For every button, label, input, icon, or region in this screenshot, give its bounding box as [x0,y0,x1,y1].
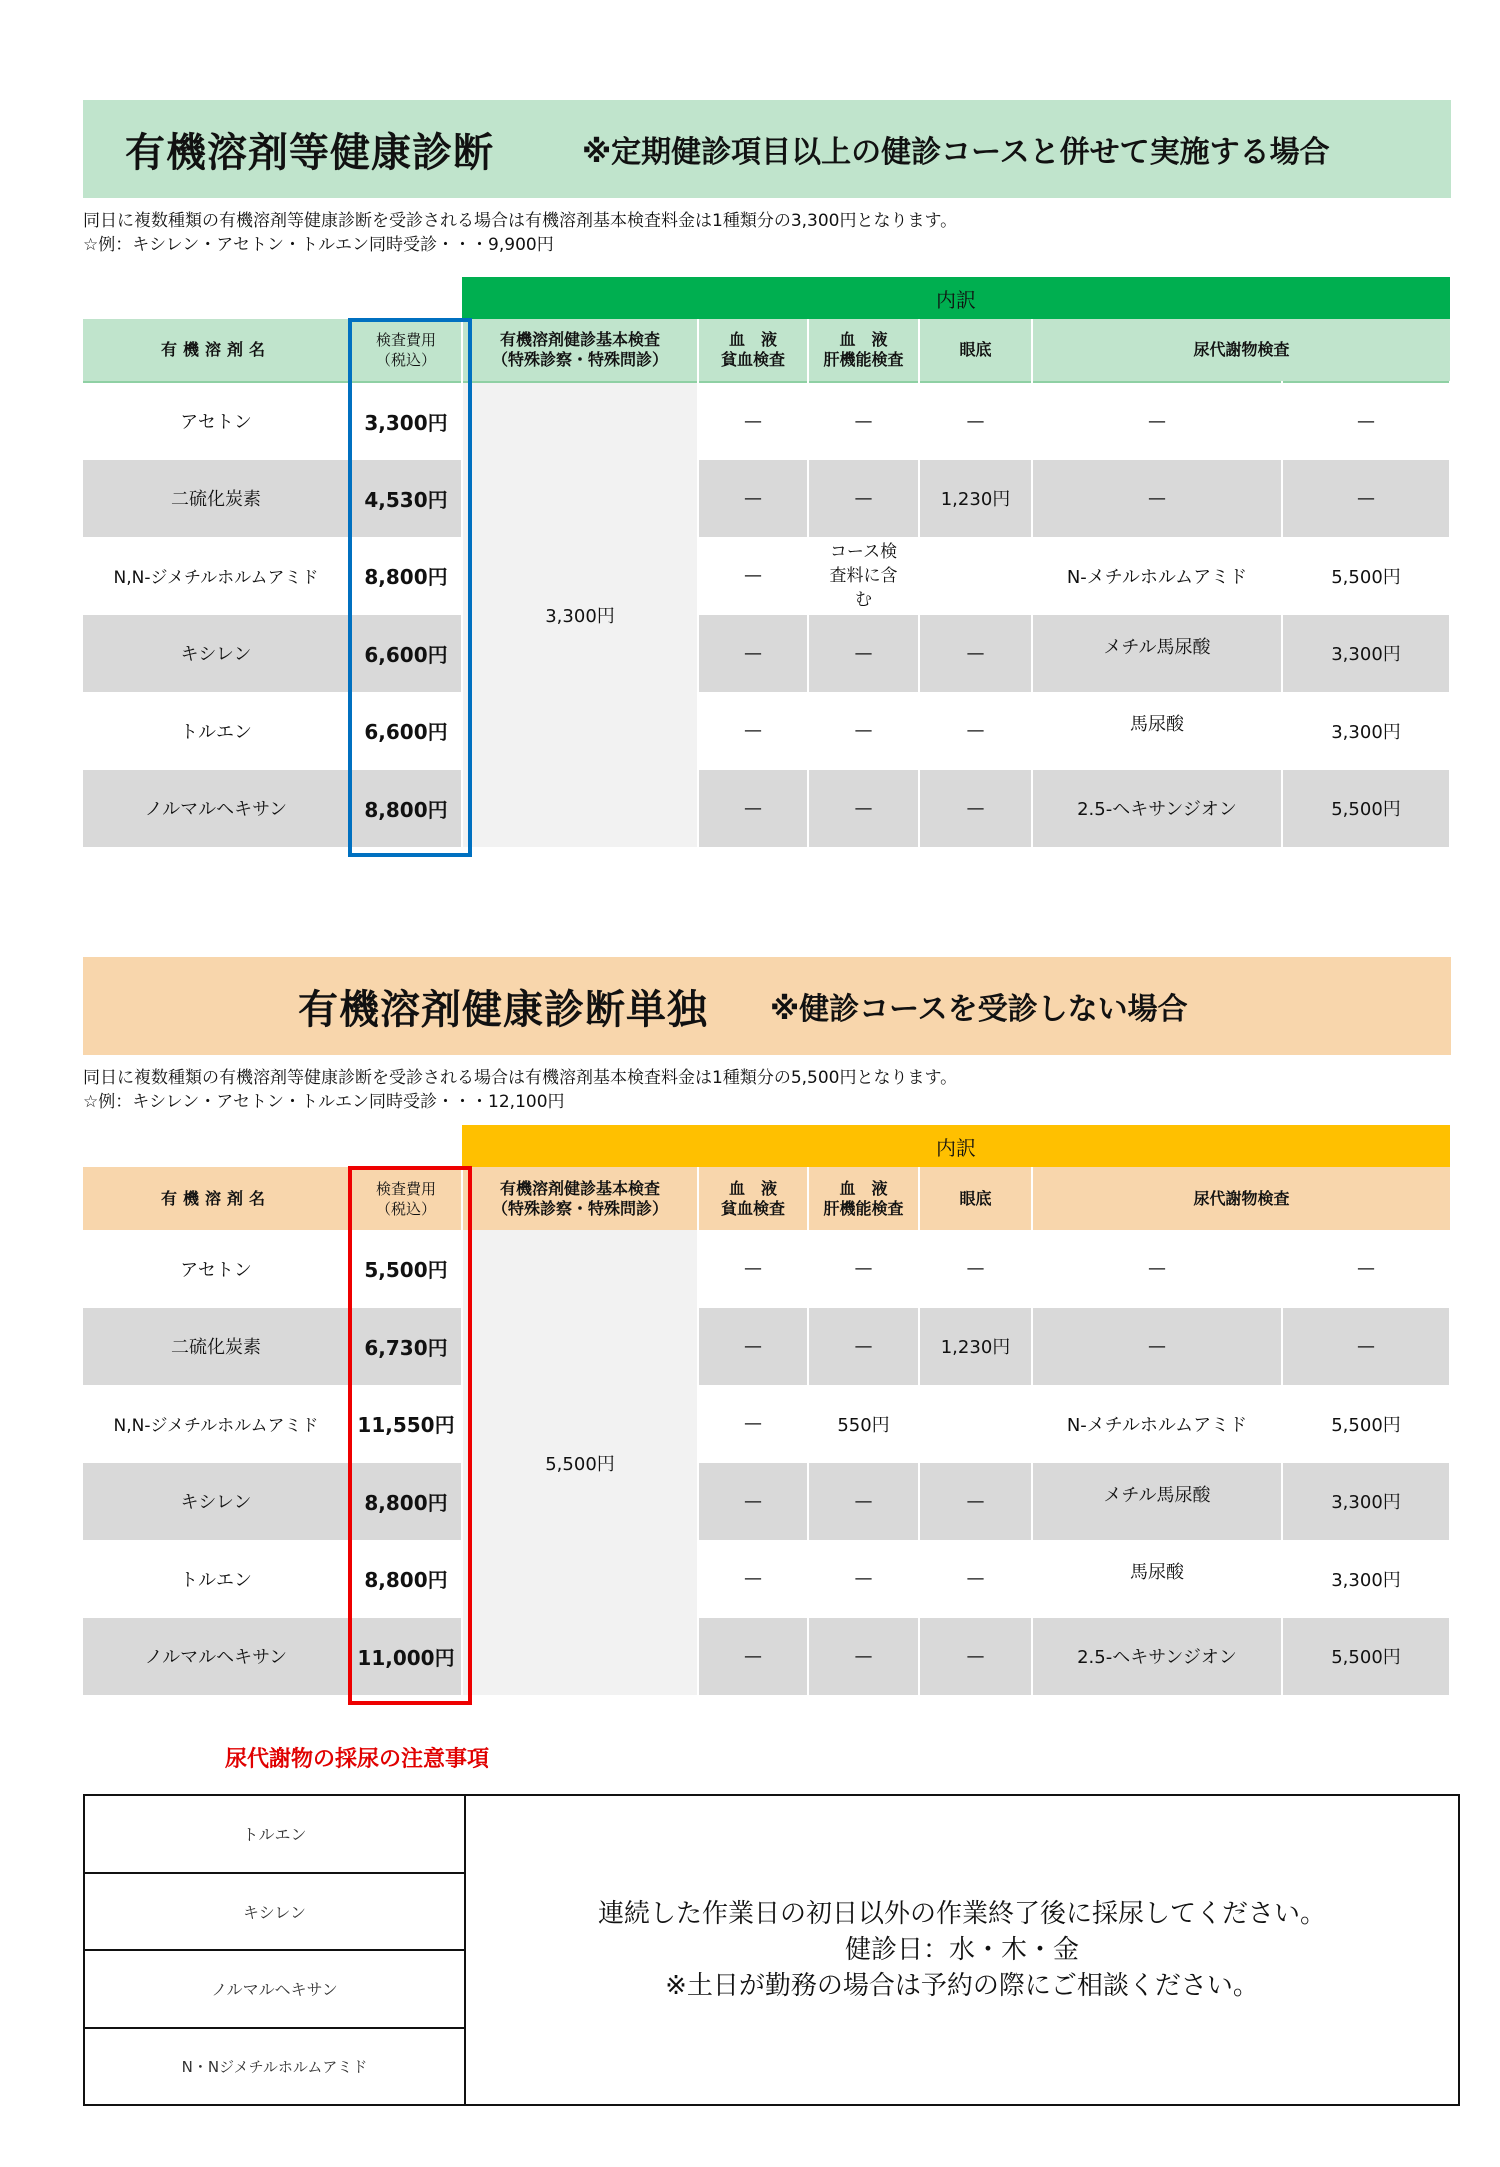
liver-fee: — [808,382,919,460]
anemia-fee: — [698,692,808,770]
urine-fee: 5,500円 [1282,1618,1450,1696]
section1-price-table [83,319,1451,847]
urine-fee: — [1282,1230,1450,1308]
solvent-name: トルエン [83,1540,350,1618]
col-header-fundus: 眼底 [919,1167,1032,1230]
liver-fee: — [808,1540,919,1618]
liver-fee: — [808,770,919,848]
anemia-fee: — [698,1618,808,1696]
section2-title: 有機溶剤健康診断単独 [298,986,708,1033]
total-cost: 3,300円 [350,382,462,460]
liver-fee: — [808,460,919,538]
section1-breakdown-bar [462,277,1450,319]
fundus-fee: — [919,382,1032,460]
solvent-name: 二硫化炭素 [83,1308,350,1386]
total-cost: 6,600円 [350,615,462,693]
anemia-fee: — [698,615,808,693]
liver-fee: — [808,1308,919,1386]
caution-solvent: キシレン [84,1873,465,1951]
urine-item: 2.5-ヘキサンジオン [1032,770,1282,848]
table-row [83,692,1450,770]
urine-fee: 3,300円 [1282,692,1450,770]
urine-item: N-メチルホルムアミド [1032,537,1282,615]
solvent-name: アセトン [83,382,350,460]
fundus-fee: — [919,1618,1032,1696]
anemia-fee: — [698,1385,808,1463]
col-header-anemia: 血 液 貧血検査 [698,319,808,382]
fundus-fee [919,1385,1032,1463]
table-row [83,537,1450,615]
section1-breakdown-label: 内訳 [936,287,976,312]
table-row [83,1618,1450,1696]
section2-banner [83,957,1451,1055]
total-cost: 4,530円 [350,460,462,538]
col-header-fundus: 眼底 [919,319,1032,382]
urine-fee: — [1282,1308,1450,1386]
base-exam-fee: 5,500円 [462,1230,698,1695]
liver-fee: — [808,1463,919,1541]
section2-price-table [83,1167,1451,1695]
liver-fee: — [808,615,919,693]
urine-item: 2.5-ヘキサンジオン [1032,1618,1282,1696]
solvent-name: ノルマルヘキサン [83,1618,350,1696]
urine-item: — [1032,460,1282,538]
fundus-fee: — [919,1463,1032,1541]
caution-solvent: N・Nジメチルホルムアミド [84,2028,465,2106]
fundus-fee: 1,230円 [919,460,1032,538]
table-row [83,615,1450,693]
table-row [83,1308,1450,1386]
total-cost: 8,800円 [350,1540,462,1618]
total-cost: 8,800円 [350,1463,462,1541]
col-header-urine: 尿代謝物検査 [1193,340,1290,359]
total-cost: 6,730円 [350,1308,462,1386]
urine-item: 馬尿酸 [1032,1540,1282,1618]
anemia-fee: — [698,1230,808,1308]
solvent-name: 二硫化炭素 [83,460,350,538]
col-header-base-exam: 有機溶剤健診基本検査 （特殊診察・特殊問診） [462,319,698,382]
table-row [83,1385,1450,1463]
urine-fee: 3,300円 [1282,1463,1450,1541]
fundus-fee: — [919,1540,1032,1618]
urine-fee: 3,300円 [1282,615,1450,693]
table-row [83,770,1450,848]
anemia-fee: — [698,1463,808,1541]
caution-message-line1: 連続した作業日の初日以外の作業終了後に採尿してください。 [597,1899,1326,1929]
anemia-fee: — [698,537,808,615]
table-row [83,1540,1450,1618]
col-header-solvent-name: 有機溶剤名 [83,319,350,382]
col-header-liver: 血 液 肝機能検査 [808,319,919,382]
solvent-name: トルエン [83,692,350,770]
anemia-fee: — [698,382,808,460]
solvent-name: ノルマルヘキサン [83,770,350,848]
fundus-fee: — [919,692,1032,770]
section1-notes [83,209,957,257]
section2-note-line2: ☆例：キシレン・アセトン・トルエン同時受診・・・12,100円 [83,1092,565,1112]
urine-item: N-メチルホルムアミド [1032,1385,1282,1463]
table-row [83,1463,1450,1541]
base-exam-fee: 3,300円 [462,382,698,847]
solvent-name: アセトン [83,1230,350,1308]
table-row [83,1230,1450,1308]
urine-fee: 3,300円 [1282,1540,1450,1618]
section2-breakdown-label: 内訳 [936,1135,976,1160]
total-cost: 8,800円 [350,537,462,615]
urine-caution-table [83,1794,1460,2106]
urine-fee: 5,500円 [1282,537,1450,615]
liver-fee: — [808,1618,919,1696]
section1-title: 有機溶剤等健康診断 [125,129,494,176]
caution-message-line3: ※土日が勤務の場合は予約の際にご相談ください。 [665,1971,1259,2001]
total-cost: 11,000円 [350,1618,462,1696]
anemia-fee: — [698,1540,808,1618]
total-cost: 8,800円 [350,770,462,848]
fundus-fee: — [919,770,1032,848]
urine-item: メチル馬尿酸 [1032,1463,1282,1541]
urine-fee: — [1282,382,1450,460]
liver-fee: — [808,692,919,770]
table-row [83,460,1450,538]
col-header-urine: 尿代謝物検査 [1193,1188,1290,1208]
fundus-fee [919,537,1032,615]
section2-breakdown-bar [462,1125,1450,1167]
fundus-fee: — [919,615,1032,693]
section2-notes [83,1066,957,1114]
total-cost: 5,500円 [350,1230,462,1308]
liver-fee: コース検査料に含む [808,537,919,615]
caution-message-line2: 健診日：水・木・金 [844,1935,1079,1965]
urine-caution-title: 尿代謝物の採尿の注意事項 [225,1747,490,1772]
urine-item: — [1032,1308,1282,1386]
total-cost: 6,600円 [350,692,462,770]
section2-note-line1: 同日に複数種類の有機溶剤等健康診断を受診される場合は有機溶剤基本検査料金は1種類分の5,500円となります。 [83,1068,958,1088]
urine-fee: 5,500円 [1282,1385,1450,1463]
section1-note-line1: 同日に複数種類の有機溶剤等健康診断を受診される場合は有機溶剤基本検査料金は1種類分の3,300円となります。 [83,211,958,231]
liver-fee: — [808,1230,919,1308]
col-header-cost: 検査費用 （税込） [350,1167,462,1230]
caution-solvent: トルエン [84,1795,465,1873]
caution-solvent: ノルマルヘキサン [84,1950,465,2028]
section1-note-line2: ☆例：キシレン・アセトン・トルエン同時受診・・・9,900円 [83,235,554,255]
anemia-fee: — [698,460,808,538]
fundus-fee: 1,230円 [919,1308,1032,1386]
anemia-fee: — [698,1308,808,1386]
urine-item: — [1032,1230,1282,1308]
urine-item: メチル馬尿酸 [1032,615,1282,693]
fundus-fee: — [919,1230,1032,1308]
urine-item: — [1032,382,1282,460]
col-header-solvent-name: 有機溶剤名 [83,1167,350,1230]
urine-item: 馬尿酸 [1032,692,1282,770]
total-cost: 11,550円 [350,1385,462,1463]
table-row [83,382,1450,460]
solvent-name: N,N-ジメチルホルムアミド [83,1385,350,1463]
section1-banner [83,100,1451,198]
col-header-liver: 血 液 肝機能検査 [808,1167,919,1230]
col-header-base-exam: 有機溶剤健診基本検査 （特殊診察・特殊問診） [462,1167,698,1230]
solvent-name: キシレン [83,1463,350,1541]
urine-fee: — [1282,460,1450,538]
col-header-cost: 検査費用 （税込） [350,319,462,382]
anemia-fee: — [698,770,808,848]
urine-fee: 5,500円 [1282,770,1450,848]
section1-subtitle: ※定期健診項目以上の健診コースと併せて実施する場合 [582,135,1330,170]
section2-subtitle: ※健診コースを受診しない場合 [770,992,1188,1027]
col-header-anemia: 血 液 貧血検査 [698,1167,808,1230]
solvent-name: キシレン [83,615,350,693]
liver-fee: 550円 [808,1385,919,1463]
solvent-name: N,N-ジメチルホルムアミド [83,537,350,615]
caution-message [465,1795,1459,2105]
